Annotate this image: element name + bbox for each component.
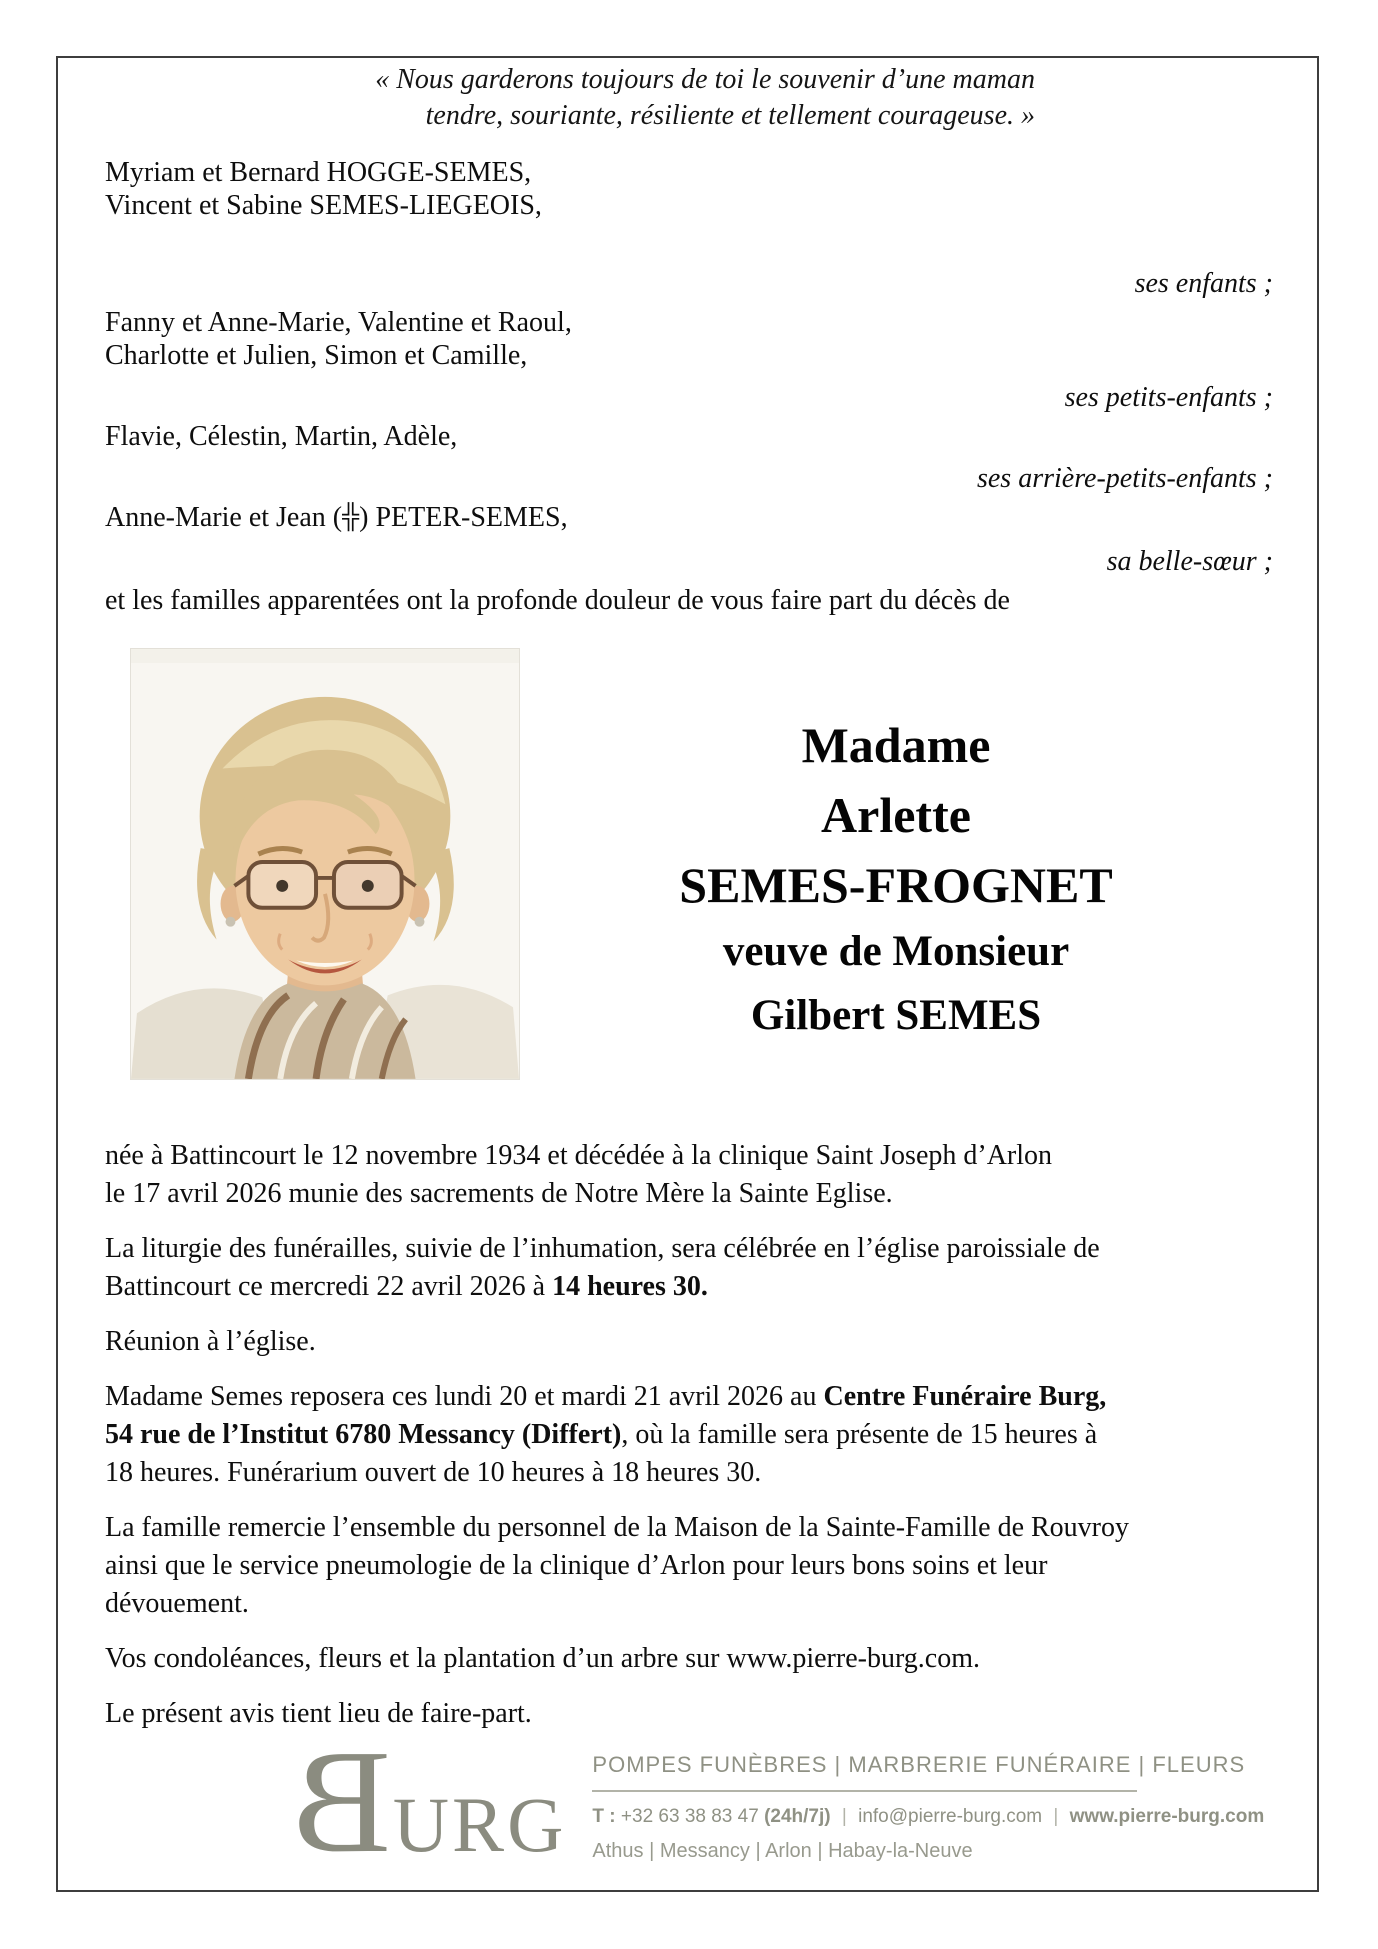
meeting-paragraph: Réunion à l’église. [105,1326,316,1357]
ceremony-time: 14 heures 30. [552,1271,708,1302]
deceased-first-name: Arlette [821,787,971,843]
funeral-center-address: 54 rue de l’Institut 6780 Messancy (Differt) [105,1419,622,1450]
phone-hours: (24h/7j) [764,1806,831,1827]
notice-paragraph: Le présent avis tient lieu de faire-part. [105,1698,532,1729]
grandchildren-names-line-1: Fanny et Anne-Marie, Valentine et Raoul, [105,307,572,338]
children-names-line-2: Vincent et Sabine SEMES-LIEGEOIS, [105,190,542,221]
children-names-line-1: Myriam et Bernard HOGGE-SEMES, [105,157,532,188]
burg-logo [292,1720,567,1884]
separator: | [841,1806,847,1827]
birth-death-line-2: le 17 avril 2026 munie des sacrements de Notre Mère la Sainte Eglise. [105,1178,893,1209]
deceased-title: Madame [801,717,991,773]
liturgy-line-2 [105,1268,1275,1306]
repose-line-1 [105,1378,1275,1416]
contact-line [592,1806,1264,1828]
repose-line-1-text: Madame Semes reposera ces lundi 20 et mardi 21 avril 2026 au [105,1381,824,1412]
liturgy-line-1: La liturgie des funérailles, suivie de l’inhumation, sera célébrée en l’église paroissiale de [105,1233,1100,1264]
husband-name: Gilbert SEMES [750,992,1042,1039]
widow-of-label: veuve de Monsieur [722,928,1070,975]
deceased-last-name: SEMES-FROGNET [679,857,1113,913]
portrait-photo [130,648,520,1080]
memorial-quote [375,62,1035,134]
memorial-quote-line-2: tendre, souriante, résiliente et tellement courageuse. » [425,100,1035,131]
sister-in-law-post: ) PETER-SEMES, [359,502,568,533]
sister-in-law-pre: Anne-Marie et Jean ( [105,502,343,533]
repose-line-2-text: , où la famille sera présente de 15 heures à [621,1419,1098,1450]
funeral-center-name: Centre Funéraire Burg, [823,1381,1107,1412]
liturgy-line-2-text: Battincourt ce mercredi 22 avril 2026 à [105,1271,553,1302]
thanks-line-2: ainsi que le service pneumologie de la clinique d’Arlon pour leurs bons soins et leur [105,1550,1048,1581]
website-url: www.pierre-burg.com [1069,1806,1265,1827]
deceased-name-block [520,710,1272,1048]
email-address: info@pierre-burg.com [858,1806,1043,1827]
family-section [105,156,1273,617]
sister-in-law-names-line [105,501,1273,536]
announcement-body [105,1120,1275,1750]
footer-divider [592,1790,1137,1792]
locations-line: Athus | Messancy | Arlon | Habay-la-Neuve [592,1840,973,1862]
repose-line-2 [105,1416,1275,1454]
children-relation-label: ses enfants ; [1134,268,1273,299]
phone-number: +32 63 38 83 47 [620,1806,759,1827]
great-grandchildren-names-line: Flavie, Célestin, Martin, Adèle, [105,421,458,452]
burg-logo-mirrored-b: B [292,1720,391,1884]
deceased-cross-icon: ╬ [342,504,360,530]
phone-label: T : [592,1806,616,1827]
burg-logo-text: URG [392,1781,567,1868]
thanks-line-1: La famille remercie l’ensemble du personnel de la Maison de la Sainte-Famille de Rouvroy [105,1512,1129,1543]
funeral-home-info [592,1744,1264,1863]
sister-in-law-relation-label: sa belle-sœur ; [1106,546,1273,577]
great-grandchildren-relation-label: ses arrière-petits-enfants ; [976,463,1273,494]
funeral-home-footer [292,1720,1265,1884]
services-line: POMPES FUNÈBRES | MARBRERIE FUNÉRAIRE | FLEURS [592,1752,1246,1777]
grandchildren-relation-label: ses petits-enfants ; [1064,382,1273,413]
birth-death-line-1: née à Battincourt le 12 novembre 1934 et décédée à la clinique Saint Joseph d’Arlon [105,1140,1053,1171]
grandchildren-names-line-2: Charlotte et Julien, Simon et Camille, [105,340,528,371]
repose-line-3: 18 heures. Funérarium ouvert de 10 heures à 18 heures 30. [105,1457,762,1488]
announcement-intro-line: et les familles apparentées ont la profonde douleur de vous faire part du décès de [105,585,1010,616]
condolences-paragraph: Vos condoléances, fleurs et la plantation d’un arbre sur www.pierre-burg.com. [105,1643,980,1674]
thanks-line-3: dévouement. [105,1588,249,1619]
separator: | [1053,1806,1059,1827]
memorial-quote-line-1: « Nous garderons toujours de toi le souvenir d’une maman [375,64,1035,95]
